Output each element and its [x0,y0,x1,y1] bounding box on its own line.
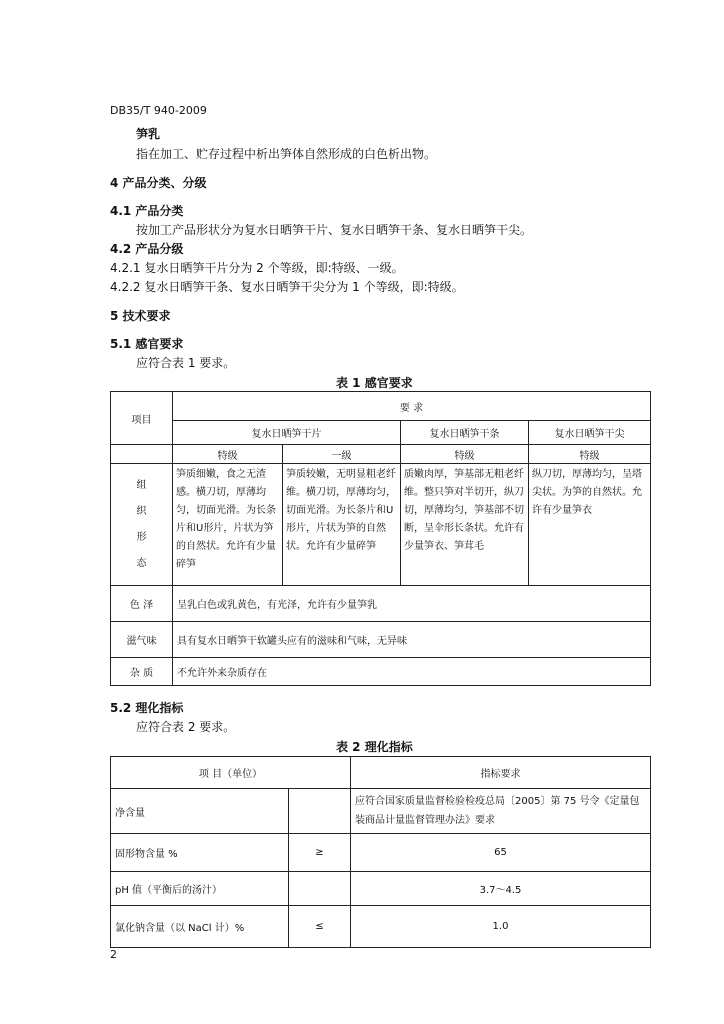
impurity-label: 杂 质 [111,658,173,686]
form-label-char: 组 [136,479,147,491]
form-special-strips: 质嫩肉厚，笋基部无粗老纤维。整只笋对半切开，纵刀切，厚薄均匀，笋基部不切断，呈伞形长条状。允许有少量笋衣、笋茸毛 [401,464,529,586]
grade-first-slices: 一级 [283,445,401,464]
nacl-symbol: ≤ [289,906,351,948]
grade-special-strips: 特级 [401,445,529,464]
net-content-label: 净含量 [111,789,289,834]
table-2-item-header: 项 目（单位） [111,757,351,789]
form-label-char: 形 [136,531,147,543]
physicochemical-table [110,756,651,948]
section-4-2-heading: 4.2 产品分级 [110,242,184,256]
ph-label: pH 值（平衡后的汤汁） [111,872,289,906]
taste-label: 滋气味 [111,622,173,658]
product-header-slices: 复水日晒笋干片 [173,421,401,445]
grade-special-slices: 特级 [173,445,283,464]
clause-4-2-1: 4.2.1 复水日晒笋干片分为 2 个等级，即:特级、一级。 [110,261,404,275]
term-name: 笋乳 [136,127,161,141]
section-4-1-heading: 4.1 产品分类 [110,204,184,218]
form-special-tips: 纵刀切，厚薄均匀，呈塔尖状。为笋的自然状。允许有少量笋衣 [529,464,651,586]
nacl-label: 氯化钠含量（以 NaCl 计）% [111,906,289,948]
table-1-caption: 表 1 感官要求 [336,376,413,390]
taste-value: 具有复水日晒笋干软罐头应有的滋味和气味，无异味 [173,622,651,658]
grade-row-spacer [111,445,173,464]
table-2-requirement-header: 指标要求 [351,757,651,789]
net-content-symbol [289,789,351,834]
solid-content-symbol: ≥ [289,834,351,872]
document-code: DB35/T 940-2009 [110,104,207,117]
impurity-value: 不允许外来杂质存在 [173,658,651,686]
solid-content-value: 65 [351,834,651,872]
table-1-item-header: 项目 [111,392,173,445]
ph-value: 3.7～4.5 [351,872,651,906]
grade-special-tips: 特级 [529,445,651,464]
section-5-heading: 5 技术要求 [110,309,171,323]
form-label-char: 织 [136,505,147,517]
table-1-requirement-header: 要 求 [173,392,651,421]
section-4-heading: 4 产品分类、分级 [110,176,207,190]
product-header-tips: 复水日晒笋干尖 [529,421,651,445]
section-5-1-text: 应符合表 1 要求。 [136,356,236,370]
nacl-value: 1.0 [351,906,651,948]
section-4-1-text: 按加工产品形状分为复水日晒笋干片、复水日晒笋干条、复水日晒笋干尖。 [136,223,533,237]
color-value: 呈乳白色或乳黄色，有光泽，允许有少量笋乳 [173,586,651,622]
table-2-caption: 表 2 理化指标 [336,740,413,754]
sensory-requirements-table [110,391,651,686]
product-header-strips: 复水日晒笋干条 [401,421,529,445]
form-label [111,464,173,586]
form-label-char: 态 [136,557,147,569]
form-first-slices: 笋质较嫩，无明显粗老纤维。横刀切，厚薄均匀，切面光滑。为长条片和U形片，片状为笋的自然状。允许有少量碎笋 [283,464,401,586]
section-5-2-text: 应符合表 2 要求。 [136,720,236,734]
section-5-2-heading: 5.2 理化指标 [110,701,184,715]
color-label: 色 泽 [111,586,173,622]
clause-4-2-2: 4.2.2 复水日晒笋干条、复水日晒笋干尖分为 1 个等级，即:特级。 [110,280,464,294]
term-definition: 指在加工、贮存过程中析出笋体自然形成的白色析出物。 [136,147,437,161]
form-special-slices: 笋质细嫩，食之无渣感。横刀切，厚薄均匀，切面光滑。为长条片和U形片，片状为笋的自然状。允许有少量碎笋 [173,464,283,586]
section-5-1-heading: 5.1 感官要求 [110,337,184,351]
ph-symbol [289,872,351,906]
net-content-value: 应符合国家质量监督检验检疫总局〔2005〕第 75 号令《定量包装商品计量监督管理办法》要求 [351,789,651,834]
page-number: 2 [110,948,117,961]
solid-content-label: 固形物含量 % [111,834,289,872]
